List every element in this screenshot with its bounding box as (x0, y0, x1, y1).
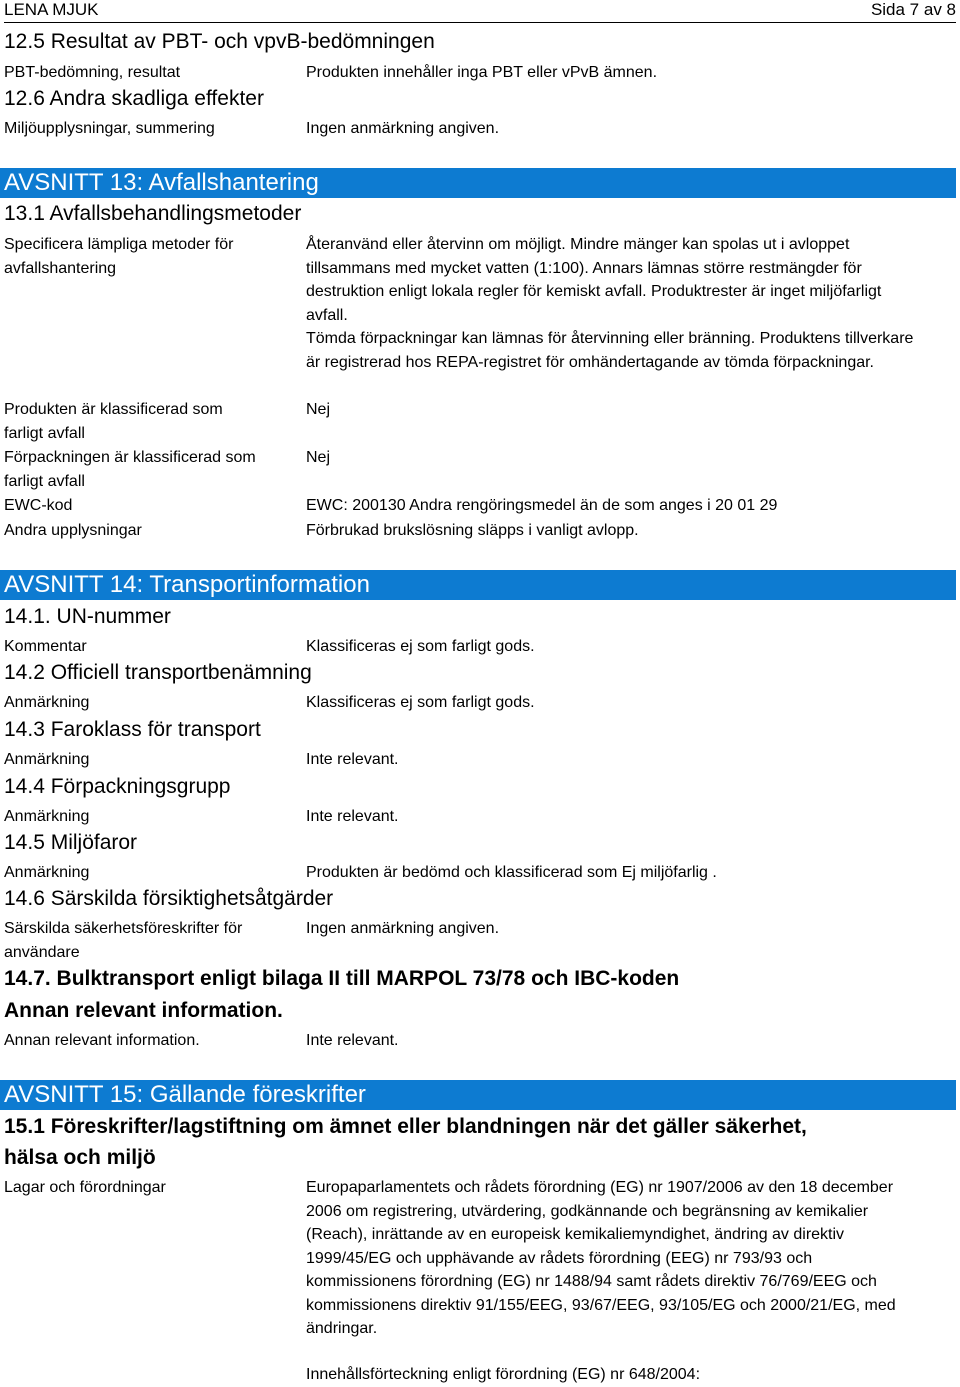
transport-name-label: Anmärkning (4, 694, 90, 711)
section-13-1-title: 13.1 Avfallsbehandlingsmetoder (4, 202, 302, 225)
section-12-6-title: 12.6 Andra skadliga effekter (4, 87, 264, 110)
pbt-label: PBT-bedömning, resultat (4, 64, 181, 81)
section-14-3-title: 14.3 Faroklass för transport (4, 718, 261, 741)
un-comment-label: Kommentar (4, 638, 87, 655)
other-info-value: Förbrukad brukslösning släpps i vanligt avlopp. (306, 522, 639, 539)
section-15-1-title: 15.1 Föreskrifter/lagstiftning om ämnet eller blandningen när det gäller säkerhet, (4, 1115, 807, 1138)
transport-name-value: Klassificeras ej som farligt gods. (306, 694, 535, 711)
section-13-heading: AVSNITT 13: Avfallshantering (0, 168, 956, 198)
hazard-class-value: Inte relevant. (306, 751, 399, 768)
section-15-heading: AVSNITT 15: Gällande föreskrifter (0, 1080, 956, 1110)
ingredient-declaration-value: Innehållsförteckning enligt förordning (EG) nr 648/2004: (306, 1366, 701, 1383)
bulk-info-label: Annan relevant information. (4, 1032, 200, 1049)
env-summary-value: Ingen anmärkning angiven. (306, 120, 500, 137)
section-14-7-subtitle: Annan relevant information. (4, 999, 283, 1022)
env-hazard-value: Produkten är bedömd och klassificerad som Ej miljöfarlig . (306, 864, 717, 881)
packing-group-value: Inte relevant. (306, 808, 399, 825)
disposal-method-text-1: Återanvänd eller återvinn om möjligt. Mindre mänger kan spolas ut i avloppet tillsammans med mycket vatten (1:100). Annars lämnas större restmängder för destruktion enligt lokala regler för kemiskt avfall. Produktrester är inget miljöfarligt avfall. (306, 236, 882, 324)
env-summary-label: Miljöupplysningar, summering (4, 120, 215, 137)
env-hazard-label: Anmärkning (4, 864, 90, 881)
bulk-info-value: Inte relevant. (306, 1032, 399, 1049)
pbt-value: Produkten innehåller inga PBT eller vPvB ämnen. (306, 64, 658, 81)
ewc-label: EWC-kod (4, 497, 73, 514)
section-15-1-title-cont: hälsa och miljö (4, 1146, 156, 1169)
product-hazardous-label: Produkten är klassificerad som farligt avfall (4, 401, 223, 442)
packing-group-label: Anmärkning (4, 808, 90, 825)
disposal-method-text-2: Tömda förpackningar kan lämnas för återvinning eller bränning. Produktens tillverkare är registrerad hos REPA-registret för omhändertagande av tömda förpackningar. (306, 330, 914, 371)
section-14-1-title: 14.1. UN-nummer (4, 605, 171, 628)
ewc-value: EWC: 200130 Andra rengöringsmedel än de som anges i 20 01 29 (306, 497, 778, 514)
disposal-method-value (306, 233, 920, 374)
page-header (4, 0, 956, 23)
section-14-2-title: 14.2 Officiell transportbenämning (4, 661, 312, 684)
disposal-method-label: Specificera lämpliga metoder för avfallshantering (4, 236, 234, 277)
section-14-4-title: 14.4 Förpackningsgrupp (4, 775, 231, 798)
other-info-label: Andra upplysningar (4, 522, 142, 539)
precautions-value: Ingen anmärkning angiven. (306, 920, 500, 937)
packaging-hazardous-label: Förpackningen är klassificerad som farligt avfall (4, 449, 256, 490)
company-name: LENA MJUK (4, 0, 99, 19)
section-14-5-title: 14.5 Miljöfaror (4, 831, 138, 854)
section-14-7-title: 14.7. Bulktransport enligt bilaga II till MARPOL 73/78 och IBC-koden (4, 967, 680, 990)
section-12-5-title: 12.5 Resultat av PBT- och vpvB-bedömningen (4, 30, 435, 53)
un-comment-value: Klassificeras ej som farligt gods. (306, 638, 535, 655)
section-14-heading: AVSNITT 14: Transportinformation (0, 570, 956, 600)
product-hazardous-value: Nej (306, 401, 331, 418)
laws-label: Lagar och förordningar (4, 1179, 166, 1196)
hazard-class-label: Anmärkning (4, 751, 90, 768)
laws-value: Europaparlamentets och rådets förordning (EG) nr 1907/2006 av den 18 december 2006 om registrering, utvärdering, godkännande och begränsning av kemikalier (Reach), inrättande av en europeisk kemikaliemyndighet, ändring av direktiv 1999/45/EG och upphävande av rådets förordning (EEG) nr 793/93 och kommissionens förordning (EG) nr 1488/94 samt rådets direktiv 76/769/EEG och kommissionens direktiv 91/155/EEG, 93/67/EEG, 93/105/EG och 2000/21/EG, med ändringar. (306, 1179, 896, 1337)
packaging-hazardous-value: Nej (306, 449, 331, 466)
page-number: Sida 7 av 8 (870, 0, 956, 19)
section-14-6-title: 14.6 Särskilda försiktighetsåtgärder (4, 887, 334, 910)
precautions-label: Särskilda säkerhetsföreskrifter för användare (4, 920, 243, 961)
